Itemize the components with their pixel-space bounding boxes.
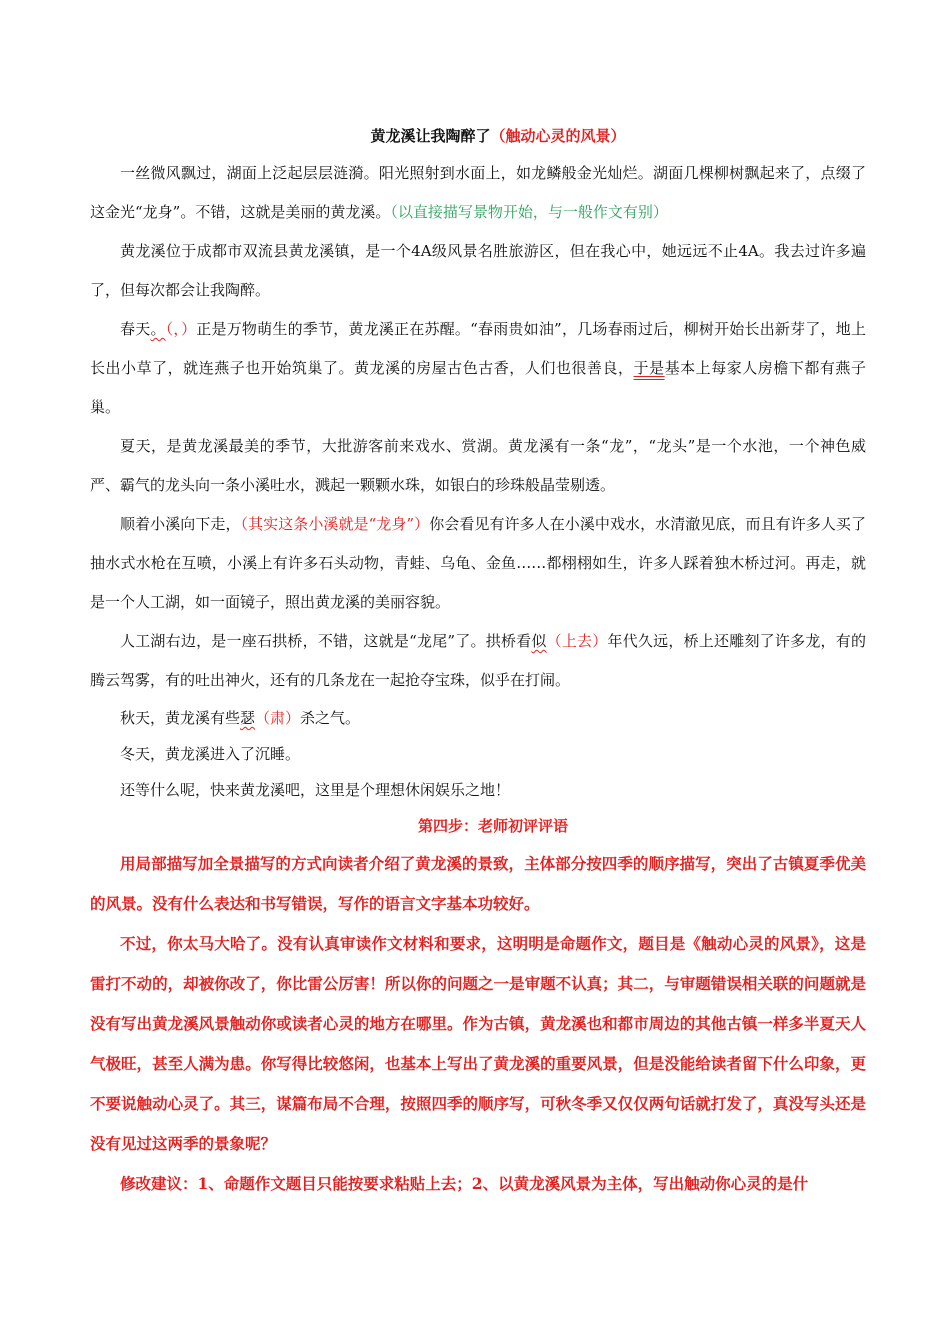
teacher-note: （其实这条小溪就是“龙身”） (240, 515, 430, 533)
correction: （上去） (546, 632, 608, 650)
essay-paragraph-2: 黄龙溪位于成都市双流县黄龙溪镇，是一个4A级风景名胜旅游区，但在我心中，她远远不止4A。我去过许多遍了，但每次都会让我陶醉。 (90, 242, 866, 299)
paragraph-text: 秋天，黄龙溪有些 (120, 709, 241, 727)
correction: （肃） (255, 709, 301, 727)
essay-paragraph-1 (90, 154, 866, 232)
paragraph-text: 一丝微风飘过，湖面上泛起层层涟漪。阳光照射到水面上，如龙鳞般金光灿烂。湖面几棵柳树飘起来了，点缀了这金光“龙身”。不错，这就是美丽的黄龙溪。 (90, 164, 866, 221)
essay-paragraph-5 (90, 505, 866, 622)
essay-paragraph-6 (90, 622, 866, 700)
paragraph-text: 基本上每家人房檐下都有燕子巢。 (90, 359, 866, 416)
essay-paragraph-7 (90, 700, 866, 736)
teacher-note: （以直接描写景物开始，与一般作文有别） (390, 203, 668, 221)
review-comment-2: 不过，你太马大哈了。没有认真审读作文材料和要求，这明明是命题作文，题目是《触动心灵的风景》，这是雷打不动的，却被你改了，你比雷公厉害！所以你的问题之一是审题不认真；其二，与审题错误相关联的问题就是没有写出黄龙溪风景触动你或读者心灵的地方在哪里。作为古镇，黄龙溪也和都市周边的其他古镇一样多半夏天人气极旺，甚至人满为患。你写得比较悠闲，也基本上写出了黄龙溪的重要风景，但是没能给读者留下什么印象，更不要说触动心灵了。其三，谋篇布局不合理，按照四季的顺序写，可秋冬季又仅仅两句话就打发了，真没写头还是没有见过这两季的景象呢？ (90, 934, 866, 1153)
document-page (90, 118, 866, 1204)
paragraph-text: 人工湖右边，是一座石拱桥，不错，这就是“龙尾”了。拱桥看 (120, 632, 532, 650)
paragraph-text: 正是万物萌生的季节，黄龙溪正在苏醒。“春雨贵如油”，几场春雨过后，柳树开始长出新芽了，地上长出小草了，就连燕子也开始筑巢了。黄龙溪的房屋古色古香，人们也很善良， (90, 320, 866, 377)
paragraph-text: 年代久远，桥上还雕刻了许多龙，有的腾云驾雾，有的吐出神火，还有的几条龙在一起抢夺宝珠，似乎在打闹。 (90, 632, 866, 689)
error-mark: 于是 (633, 359, 665, 377)
essay-paragraph-3 (90, 310, 866, 427)
title-main: 黄龙溪让我陶醉了 (370, 127, 491, 145)
paragraph-text: 春天 (120, 320, 151, 338)
error-mark: 。 (150, 320, 166, 338)
essay-paragraph-8: 冬天，黄龙溪进入了沉睡。 (120, 745, 301, 763)
correction: （，） (165, 320, 197, 338)
paragraph-text: 顺着小溪向下走， (120, 515, 241, 533)
review-comment-3: 修改建议：1、命题作文题目只能按要求粘贴上去；2、以黄龙溪风景为主体，写出触动你心灵的是什 (120, 1174, 809, 1193)
error-mark: 似 (531, 632, 547, 650)
paragraph-text: 你会看见有许多人在小溪中戏水，水清澈见底，而且有许多人买了抽水式水枪在互喷，小溪上有许多石头动物，青蛙、乌龟、金鱼……都栩栩如生，许多人踩着独木桥过河。再走，就是一个人工湖，如一面镜子，照出黄龙溪的美丽容貌。 (90, 515, 866, 611)
essay-paragraph-9: 还等什么呢，快来黄龙溪吧，这里是个理想休闲娱乐之地！ (120, 781, 511, 799)
error-mark: 瑟 (240, 709, 256, 727)
essay-paragraph-4: 夏天，是黄龙溪最美的季节，大批游客前来戏水、赏湖。黄龙溪有一条“龙”，“龙头”是一个水池，一个神色威严、霸气的龙头向一条小溪吐水，溅起一颗颗水珠，如银白的珍珠般晶莹剔透。 (90, 437, 866, 494)
paragraph-text: 杀之气。 (300, 709, 361, 727)
title-note: （触动心灵的风景） (490, 127, 626, 145)
review-heading: 第四步：老师初评评语 (417, 817, 568, 835)
review-comment-1: 用局部描写加全景描写的方式向读者介绍了黄龙溪的景致，主体部分按四季的顺序描写，突出了古镇夏季优美的风景。没有什么表达和书写错误，写作的语言文字基本功较好。 (90, 854, 866, 913)
essay-title (130, 118, 866, 154)
